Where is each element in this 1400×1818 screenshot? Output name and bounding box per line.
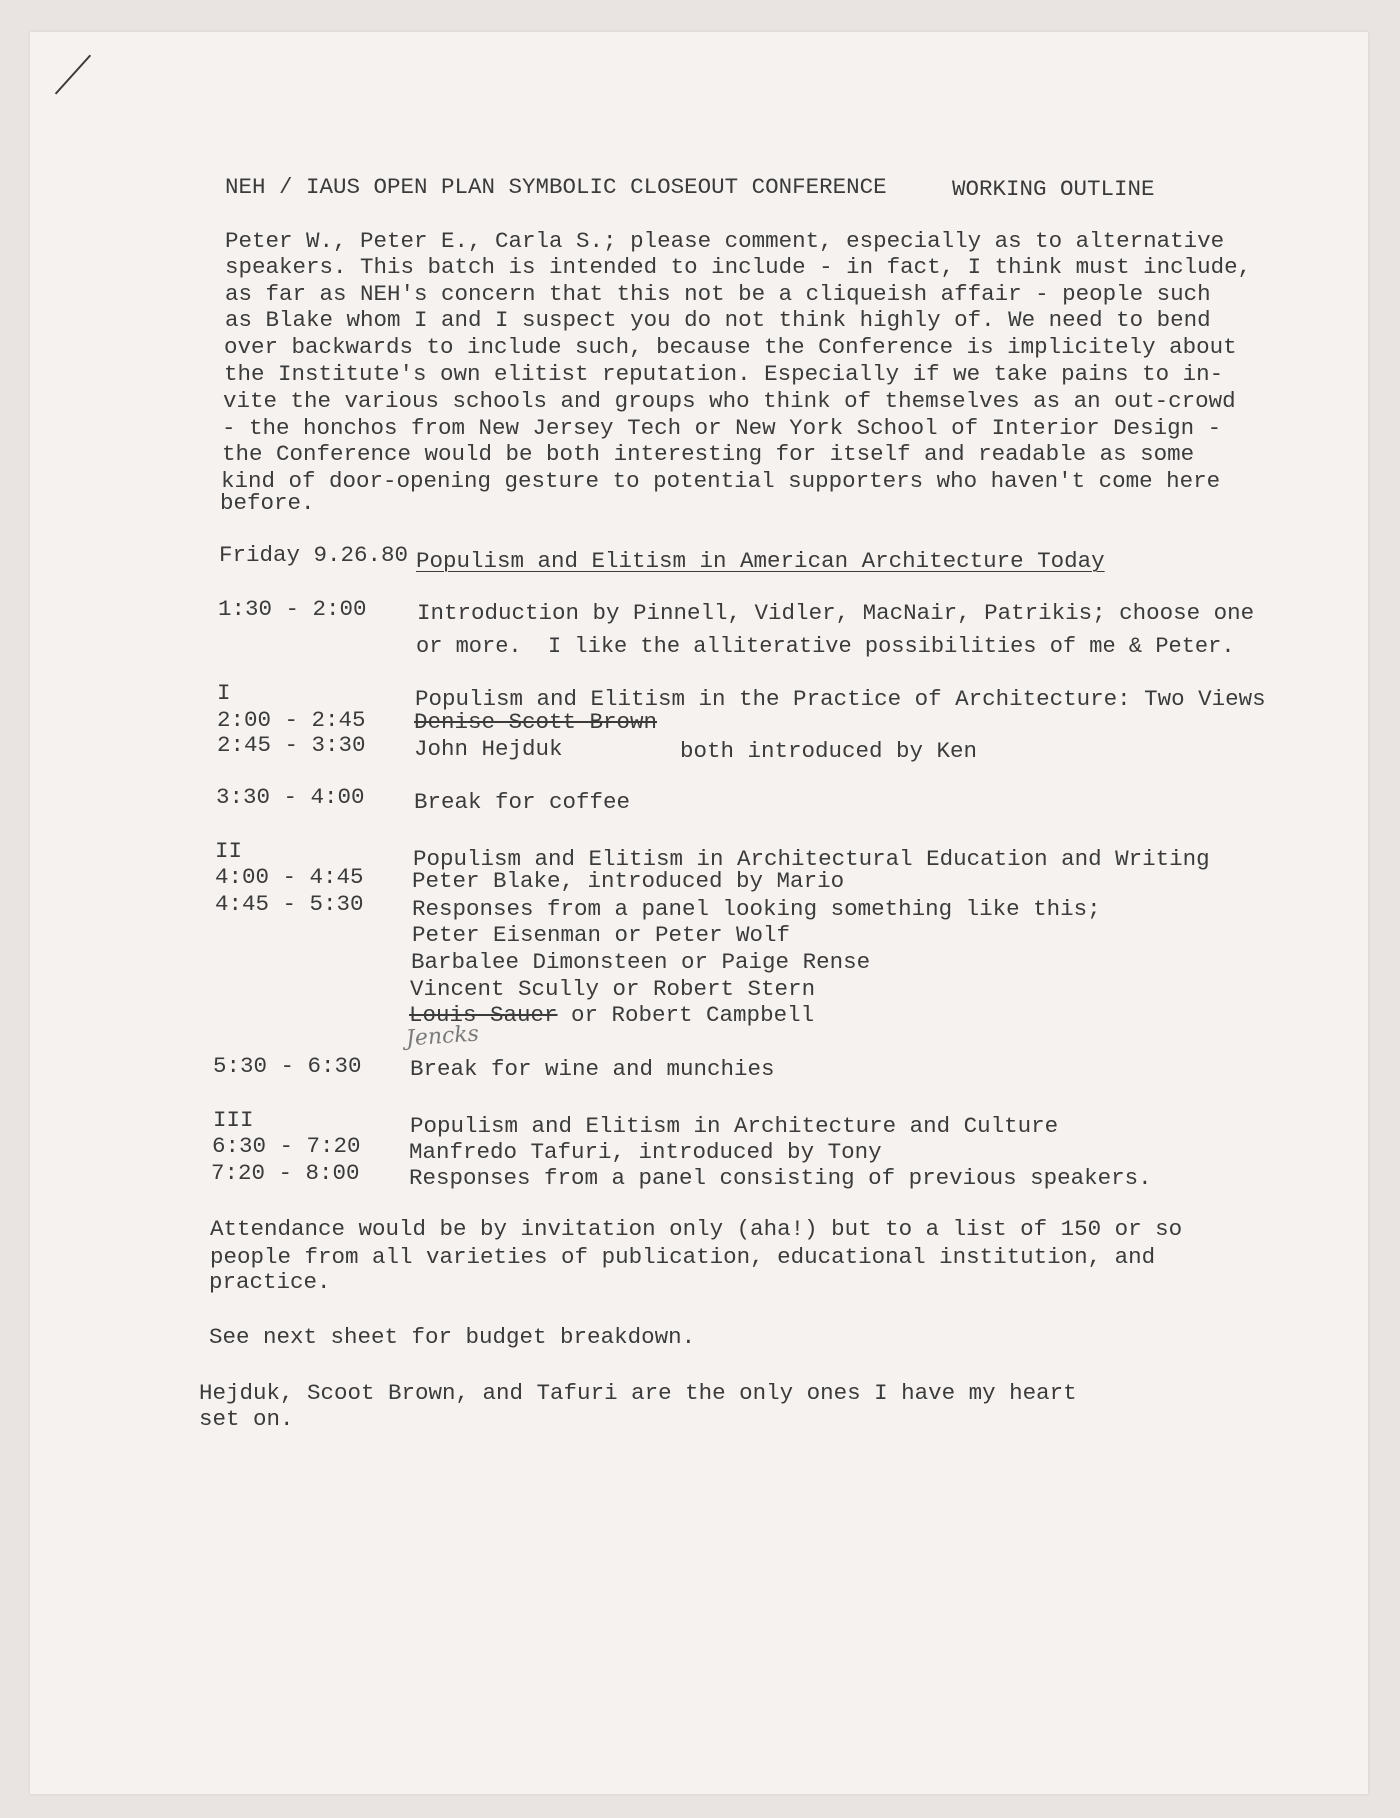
budget-note: See next sheet for budget breakdown. <box>209 1324 696 1350</box>
session-text: or more. I like the alliterative possibilities of me & Peter. <box>416 634 1235 659</box>
intro-line: vite the various schools and groups who think of themselves as an out-crowd <box>223 388 1236 414</box>
session-text: Break for wine and munchies <box>410 1056 775 1082</box>
session-title: Populism and Elitism in the Practice of Architecture: Two Views <box>415 686 1266 712</box>
session-text: Break for coffee <box>414 789 631 815</box>
attendance-line: Attendance would be by invitation only (aha!) but to a list of 150 or so <box>210 1216 1183 1242</box>
session-time: 3:30 - 4:00 <box>216 784 365 810</box>
day-date: Friday 9.26.80 <box>219 542 409 568</box>
attendance-line: people from all varieties of publication, educational institution, and <box>210 1244 1156 1270</box>
panel-alternative: or Robert Campbell <box>557 1002 815 1028</box>
session-title: Populism and Elitism in Architectural Education and Writing <box>413 846 1210 872</box>
session-text: Introduction by Pinnell, Vidler, MacNair, Patrikis; choose one <box>417 600 1255 626</box>
session-time: 2:45 - 3:30 <box>217 732 366 758</box>
speaker-struck: Denise Scott Brown <box>414 709 658 735</box>
intro-line: speakers. This batch is intended to include - in fact, I think must include, <box>225 254 1252 280</box>
attendance-line: practice. <box>209 1269 331 1295</box>
panel-member: Barbalee Dimonsteen or Paige Rense <box>411 949 871 975</box>
session-title: Populism and Elitism in Architecture and Culture <box>410 1113 1059 1139</box>
closing-line: Hejduk, Scoot Brown, and Tafuri are the only ones I have my heart <box>199 1380 1077 1406</box>
session-time: 2:00 - 2:45 <box>217 707 366 733</box>
session-time: 5:30 - 6:30 <box>213 1053 362 1079</box>
speaker-name: Peter Blake, introduced by Mario <box>412 868 845 894</box>
panel-member: Peter Eisenman or Peter Wolf <box>412 922 791 948</box>
intro-line: - the honchos from New Jersey Tech or New York School of Interior Design - <box>222 415 1222 441</box>
session-time: 4:00 - 4:45 <box>215 864 364 890</box>
intro-line: as Blake whom I and I suspect you do not think highly of. We need to bend <box>225 307 1211 333</box>
session-text: Responses from a panel looking something like this; <box>412 896 1101 922</box>
intro-line: over backwards to include such, because the Conference is implicitely about <box>224 334 1237 360</box>
session-time: 1:30 - 2:00 <box>218 596 367 622</box>
speaker-name: Manfredo Tafuri, introduced by Tony <box>409 1139 882 1165</box>
session-time: 7:20 - 8:00 <box>211 1160 360 1186</box>
closing-line: set on. <box>199 1406 294 1432</box>
session-number: II <box>215 838 243 864</box>
session-number: III <box>213 1107 254 1133</box>
speaker-struck: Louis Sauer <box>409 1002 558 1028</box>
handwritten-correction: Jencks <box>405 1021 480 1052</box>
intro-line: Peter W., Peter E., Carla S.; please comment, especially as to alternative <box>225 228 1225 254</box>
session-time: 4:45 - 5:30 <box>215 891 364 917</box>
session-number: I <box>217 680 231 706</box>
speaker-name: John Hejduk <box>414 736 563 762</box>
document-label: WORKING OUTLINE <box>952 176 1155 202</box>
intro-line: kind of door-opening gesture to potential supporters who haven't come here <box>221 468 1221 494</box>
intro-line: the Conference would be both interesting for itself and readable as some <box>222 441 1195 467</box>
intro-line: as far as NEH's concern that this not be a cliqueish affair - people such <box>225 281 1211 307</box>
intro-line: the Institute's own elitist reputation. Especially if we take pains to in- <box>224 361 1224 387</box>
document-title: NEH / IAUS OPEN PLAN SYMBOLIC CLOSEOUT CONFERENCE <box>225 174 887 200</box>
day-theme: Populism and Elitism in American Architecture Today <box>416 548 1105 574</box>
intro-line: before. <box>220 490 315 516</box>
speaker-note: both introduced by Ken <box>680 738 978 764</box>
panel-member: Vincent Scully or Robert Stern <box>410 976 816 1002</box>
session-time: 6:30 - 7:20 <box>212 1133 361 1159</box>
session-text: Responses from a panel consisting of previous speakers. <box>409 1165 1152 1191</box>
